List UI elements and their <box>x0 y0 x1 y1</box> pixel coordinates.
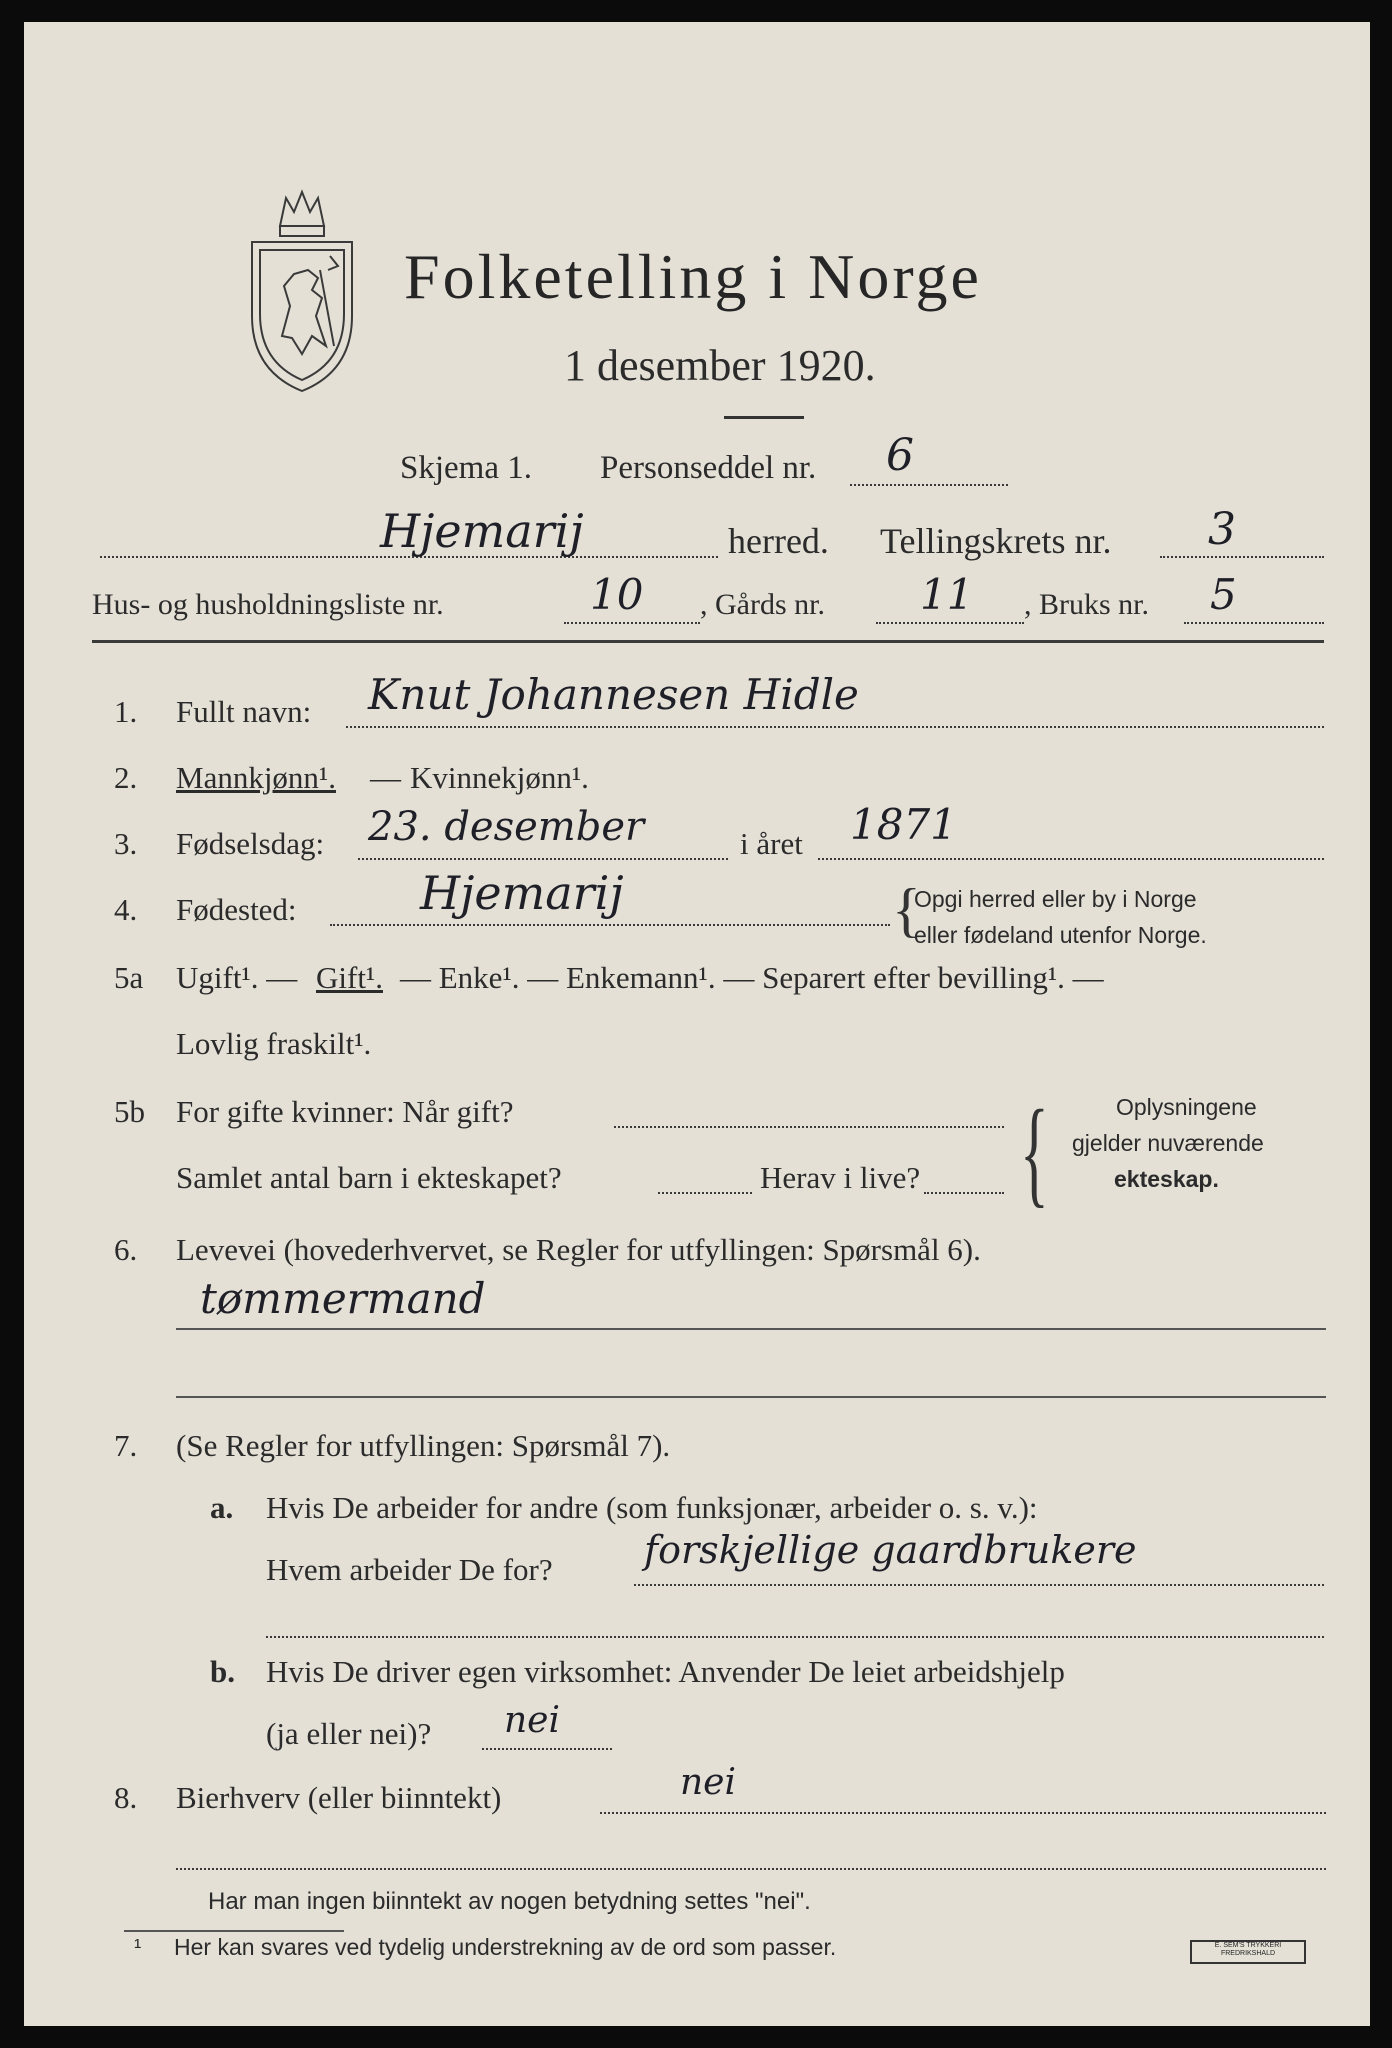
q4-note-2: eller fødeland utenfor Norge. <box>914 922 1207 948</box>
bruks-line <box>1184 622 1324 624</box>
printer-stamp-line-1: E. SEM'S TRYKKERI <box>1214 1942 1282 1949</box>
q8-label: Bierhverv (eller biinntekt) <box>176 1780 502 1815</box>
q4-brace: { <box>892 877 921 943</box>
q7b-letter: b. <box>210 1654 235 1689</box>
q5b-gift-line <box>614 1126 1004 1128</box>
q6-line-1 <box>176 1328 1326 1330</box>
personseddel-value: 6 <box>886 430 914 481</box>
q2-number: 2. <box>114 760 138 795</box>
q5a-options: — Enke¹. — Enkemann¹. — Separert efter bevilling¹. — <box>400 960 1104 995</box>
census-form-page <box>24 22 1370 2026</box>
personseddel-label: Personseddel nr. <box>600 450 817 486</box>
q8-line <box>600 1812 1326 1814</box>
q6-line-2 <box>176 1396 1326 1398</box>
gards-value: 11 <box>920 570 974 619</box>
q7a-extra-line <box>266 1636 1324 1638</box>
q4-number: 4. <box>114 892 138 927</box>
q5b-number: 5b <box>114 1094 145 1129</box>
q3-number: 3. <box>114 826 138 861</box>
q2-female: Kvinnekjønn¹. <box>410 760 589 795</box>
q1-value: Knut Johannesen Hidle <box>368 670 859 719</box>
q5b-note-2: gjelder nuværende <box>1072 1130 1264 1156</box>
footnote-text: Her kan svares ved tydelig understrekning av de ord som passer. <box>174 1934 837 1960</box>
q5b-barn-line <box>658 1192 752 1194</box>
footer-divider <box>124 1930 344 1932</box>
herred-value: Hjemarij <box>380 504 584 558</box>
q4-line <box>330 924 890 926</box>
q5b-line1: For gifte kvinner: Når gift? <box>176 1094 514 1129</box>
q5a-fraskilt: Lovlig fraskilt¹. <box>176 1026 372 1061</box>
printer-stamp <box>1190 1940 1306 1964</box>
q8-value: nei <box>680 1762 737 1803</box>
q6-label: Levevei (hovederhvervet, se Regler for utfyllingen: Spørsmål 6). <box>176 1232 981 1267</box>
title-divider <box>724 416 804 419</box>
bruks-value: 5 <box>1210 570 1237 619</box>
q8-extra-line <box>176 1868 1326 1870</box>
footnote-mark: ¹ <box>134 1934 142 1959</box>
q7-label: (Se Regler for utfyllingen: Spørsmål 7). <box>176 1428 671 1463</box>
q7a-line2: Hvem arbeider De for? <box>266 1552 553 1587</box>
q8-number: 8. <box>114 1780 138 1815</box>
footer-note: Har man ingen biinntekt av nogen betydning settes "nei". <box>208 1888 811 1915</box>
q3-year-value: 1871 <box>850 800 957 849</box>
husholdning-value: 10 <box>590 570 644 619</box>
husholdning-line <box>564 622 700 624</box>
q7b-line1: Hvis De driver egen virksomhet: Anvender De leiet arbeidshjelp <box>266 1654 1065 1689</box>
q5a-number: 5a <box>114 960 144 995</box>
herred-label: herred. <box>728 521 829 561</box>
q4-note-1: Opgi herred eller by i Norge <box>914 886 1197 912</box>
q6-number: 6. <box>114 1232 138 1267</box>
q5b-line2a: Samlet antal barn i ekteskapet? <box>176 1160 562 1195</box>
q7b-line <box>482 1748 612 1750</box>
q7a-line1: Hvis De arbeider for andre (som funksjonær, arbeider o. s. v.): <box>266 1490 1038 1525</box>
census-date: 1 desember 1920. <box>564 341 876 390</box>
q7b-line2: (ja eller nei)? <box>266 1716 432 1751</box>
form-title: Folketelling i Norge <box>404 241 982 312</box>
personseddel-line <box>850 484 1008 486</box>
q5b-note-1: Oplysningene <box>1116 1094 1257 1120</box>
q5b-note-3: ekteskap. <box>1114 1166 1219 1192</box>
q4-label: Fødested: <box>176 892 297 927</box>
q5a-ugift: Ugift¹. — <box>176 960 298 995</box>
q2-male: Mannkjønn¹. <box>176 760 336 795</box>
q2-separator: — <box>370 760 401 795</box>
header-divider <box>92 640 1324 643</box>
q7-number: 7. <box>114 1428 138 1463</box>
q1-line <box>346 726 1324 728</box>
husholdning-label: Hus- og husholdningsliste nr. <box>92 588 444 621</box>
q6-value: tømmermand <box>200 1274 486 1323</box>
q7b-value: nei <box>504 1700 561 1741</box>
q3-label: Fødselsdag: <box>176 826 325 861</box>
q5b-live-line <box>924 1192 1004 1194</box>
q1-label: Fullt navn: <box>176 694 312 729</box>
q4-value: Hjemarij <box>420 866 624 920</box>
q7a-letter: a. <box>210 1490 234 1525</box>
tellingskrets-value: 3 <box>1208 504 1236 555</box>
q3-year-line <box>818 858 1324 860</box>
tellingskrets-label: Tellingskrets nr. <box>880 521 1112 561</box>
q3-year-label: i året <box>740 826 803 861</box>
bruks-label: , Bruks nr. <box>1024 588 1150 621</box>
tellingskrets-line <box>1160 556 1324 558</box>
q5b-line2b: Herav i live? <box>760 1160 921 1195</box>
gards-line <box>876 622 1024 624</box>
q1-number: 1. <box>114 694 138 729</box>
printer-stamp-line-2: FREDRIKSHALD <box>1220 1950 1276 1957</box>
q3-value: 23. desember <box>368 804 645 850</box>
q3-line <box>358 858 728 860</box>
schema-label: Skjema 1. <box>400 450 532 486</box>
q5b-brace: { <box>1020 1085 1049 1218</box>
q7a-line <box>634 1584 1324 1586</box>
gards-label: , Gårds nr. <box>700 588 825 621</box>
norwegian-coat-of-arms-icon <box>242 186 362 396</box>
q5a-gift: Gift¹. <box>316 960 383 995</box>
q7a-value: forskjellige gaardbrukere <box>644 1528 1137 1572</box>
